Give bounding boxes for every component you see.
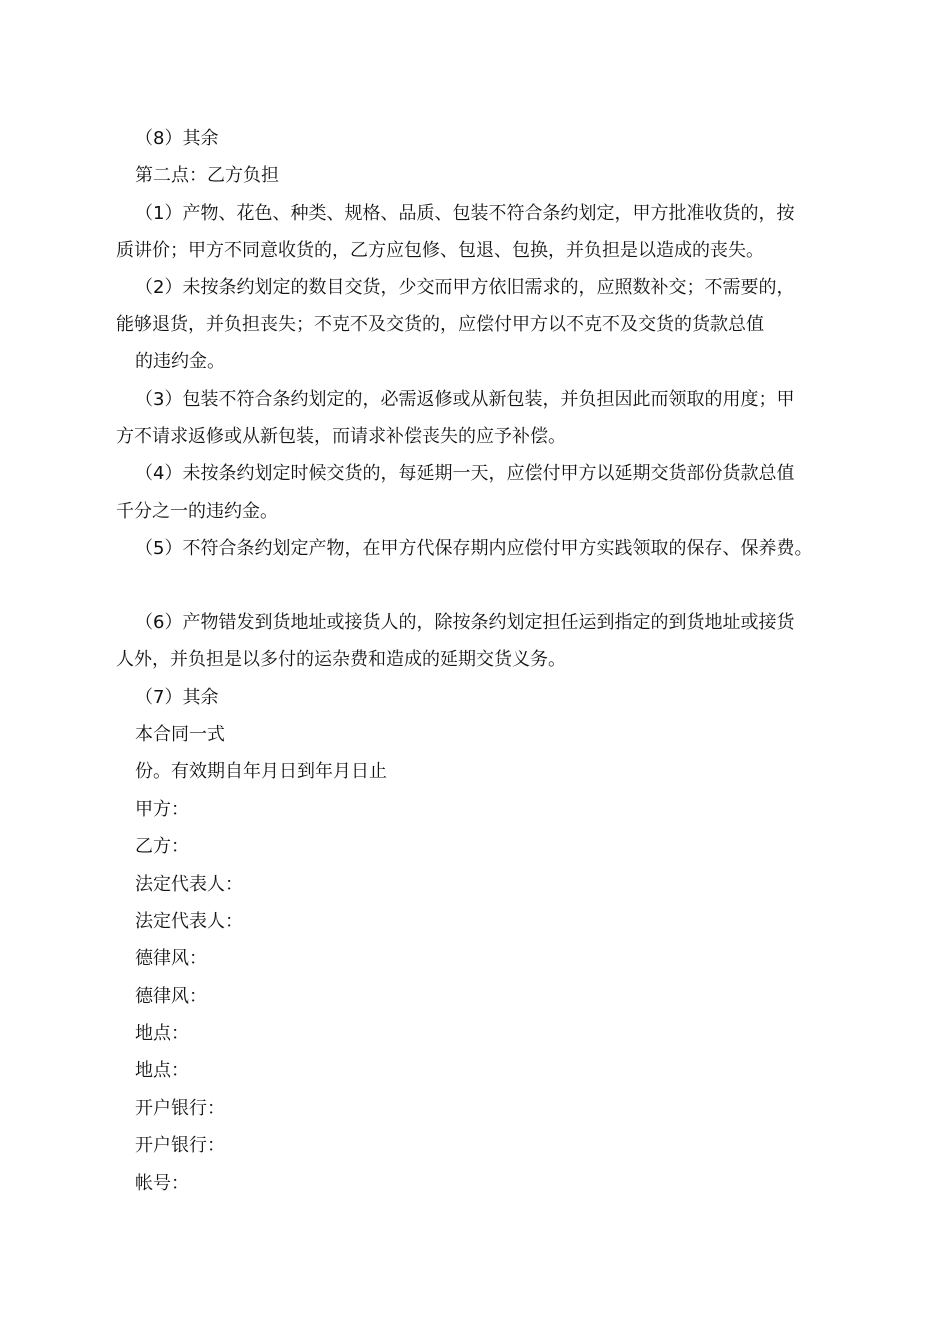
legal-rep-a-label: 法定代表人： xyxy=(135,874,243,895)
clause-6-line-1: （6）产物错发到货地址或接货人的，除按条约划定担任运到指定的到货地址或接货 xyxy=(135,612,795,633)
bank-b-label: 开户银行： xyxy=(135,1135,225,1156)
clause-3-line-1: （3）包装不符合条约划定的，必需返修或从新包装，并负担因此而领取的用度；甲 xyxy=(135,389,795,410)
validity-line: 份。有效期自年月日到年月日止 xyxy=(135,761,387,782)
copies-line-1: 本合同一式 xyxy=(135,724,225,745)
party-b-label: 乙方： xyxy=(135,836,189,857)
clause-2-line-3: 的违约金。 xyxy=(135,351,225,372)
clause-3-line-2: 方不请求返修或从新包装，而请求补偿丧失的应予补偿。 xyxy=(116,426,566,447)
clause-4-line-1: （4）未按条约划定时候交货的，每延期一天，应偿付甲方以延期交货部份货款总值 xyxy=(135,463,795,484)
clause-2-line-1: （2）未按条约划定的数目交货，少交而甲方依旧需求的，应照数补交；不需要的， xyxy=(135,277,795,298)
phone-a-label: 德律风： xyxy=(135,948,207,969)
clause-6-line-2: 人外，并负担是以多付的运杂费和造成的延期交货义务。 xyxy=(116,649,566,670)
address-b-label: 地点： xyxy=(135,1060,189,1081)
bank-a-label: 开户银行： xyxy=(135,1098,225,1119)
phone-b-label: 德律风： xyxy=(135,986,207,1007)
clause-8-heading: （8）其余 xyxy=(135,128,219,149)
clause-4-line-2: 千分之一的违约金。 xyxy=(116,501,278,522)
account-label: 帐号： xyxy=(135,1173,189,1194)
section-heading: 第二点：乙方负担 xyxy=(135,165,279,186)
clause-2-line-2: 能够退货，并负担丧失；不克不及交货的，应偿付甲方以不克不及交货的货款总值 xyxy=(116,314,764,335)
clause-1-line-2: 质讲价；甲方不同意收货的，乙方应包修、包退、包换，并负担是以造成的丧失。 xyxy=(116,240,764,261)
clause-1-line-1: （1）产物、花色、种类、规格、品质、包装不符合条约划定，甲方批准收货的，按 xyxy=(135,203,795,224)
address-a-label: 地点： xyxy=(135,1023,189,1044)
clause-7-heading: （7）其余 xyxy=(135,687,219,708)
clause-5-line-1: （5）不符合条约划定产物，在甲方代保存期内应偿付甲方实践领取的保存、保养费。 xyxy=(135,538,813,559)
party-a-label: 甲方： xyxy=(135,799,189,820)
legal-rep-b-label: 法定代表人： xyxy=(135,911,243,932)
